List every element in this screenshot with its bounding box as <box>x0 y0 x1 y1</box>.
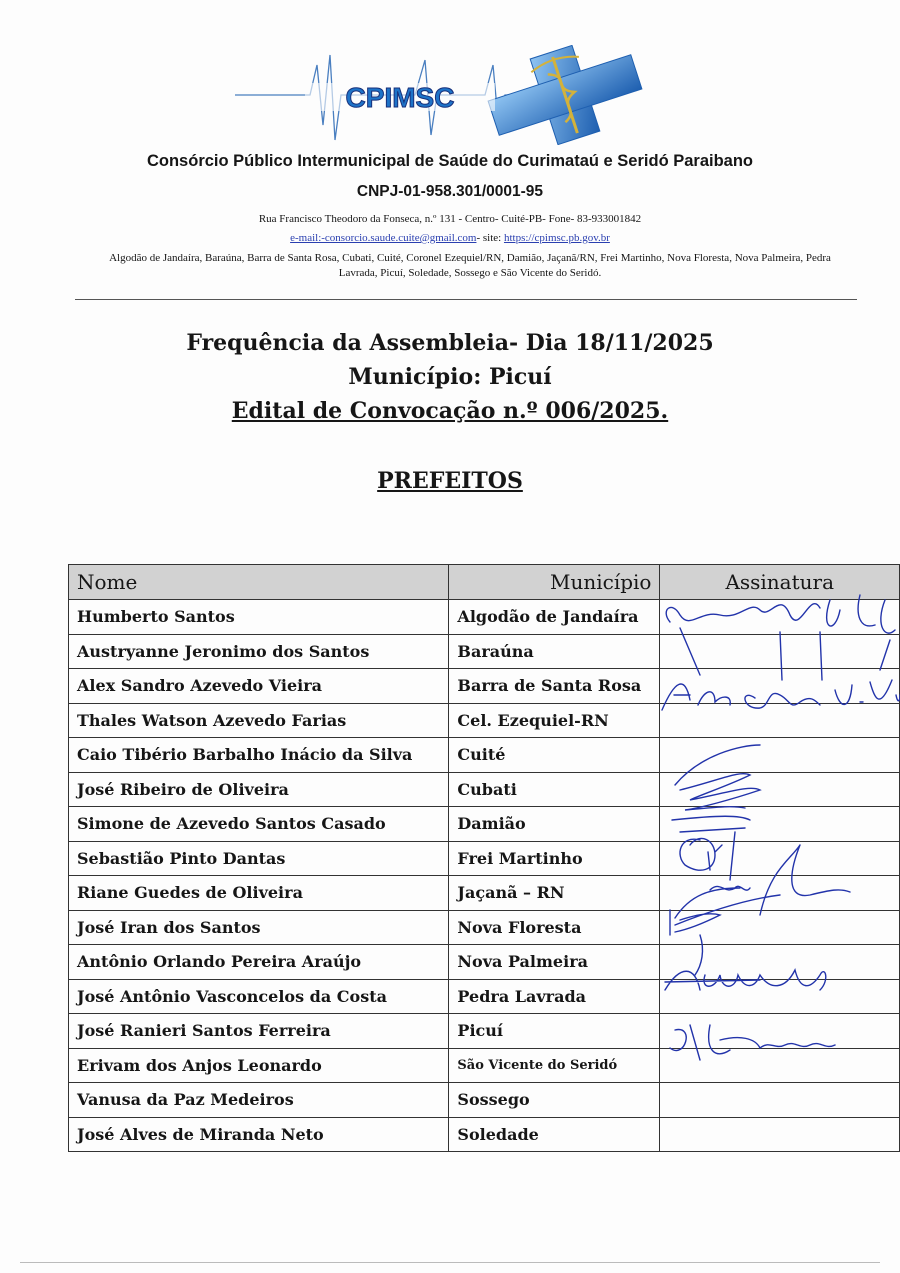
table-row <box>69 841 900 876</box>
table-row <box>69 772 900 807</box>
municipality-name: Picuí <box>449 1014 660 1049</box>
mayor-name: José Ranieri Santos Ferreira <box>69 1014 449 1049</box>
municipality-name: Baraúna <box>449 634 660 669</box>
header-municipality: Município <box>449 565 660 600</box>
organization-address: Rua Francisco Theodoro da Fonseca, n.º 131 - Centro- Cuité-PB- Fone- 83-933001842 <box>258 213 642 225</box>
member-municipalities: Algodão de Jandaíra, Baraúna, Barra de Santa Rosa, Cubati, Cuité, Coronel Ezequiel/RN, Damião, Jaçanã/RN, Frei Martinho, Nova Floresta, Nova Palmeira, Pedra Lavrada, Picuí, Soledade, Sossego e São Vicente do Seridó. <box>109 252 831 279</box>
table-header-row <box>69 565 900 600</box>
organization-cnpj: CNPJ-01-958.301/0001-95 <box>356 183 544 200</box>
table-row <box>69 945 900 980</box>
signature-cell <box>660 703 900 738</box>
municipality-name: Jaçanã – RN <box>449 876 660 911</box>
municipality-name: Pedra Lavrada <box>449 979 660 1014</box>
mayor-name: Thales Watson Azevedo Farias <box>69 703 449 738</box>
signature-cell <box>660 738 900 773</box>
table-row <box>69 807 900 842</box>
cpimsc-logo <box>235 45 715 145</box>
municipality-name: Damião <box>449 807 660 842</box>
page-bottom-line <box>20 1262 880 1263</box>
organization-name: Consórcio Público Intermunicipal de Saúde do Curimataú e Seridó Paraibano <box>146 152 754 170</box>
table-row <box>69 1083 900 1118</box>
header-divider <box>75 299 857 300</box>
mayor-name: Alex Sandro Azevedo Vieira <box>69 669 449 704</box>
document-edital: Edital de Convocação n.º 006/2025. <box>231 398 669 424</box>
mayor-name: José Ribeiro de Oliveira <box>69 772 449 807</box>
mayor-name: José Iran dos Santos <box>69 910 449 945</box>
signature-cell <box>660 1117 900 1152</box>
table-row <box>69 979 900 1014</box>
municipality-name: Nova Floresta <box>449 910 660 945</box>
signature-cell <box>660 669 900 704</box>
document-municipality: Município: Picuí <box>348 364 552 390</box>
municipality-name: Cuité <box>449 738 660 773</box>
attendance-table <box>68 564 900 1152</box>
mayor-name: Simone de Azevedo Santos Casado <box>69 807 449 842</box>
signature-cell <box>660 772 900 807</box>
signature-cell <box>660 807 900 842</box>
section-title: PREFEITOS <box>377 468 523 494</box>
municipality-name: São Vicente do Seridó <box>449 1048 660 1083</box>
table-row <box>69 634 900 669</box>
municipality-name: Barra de Santa Rosa <box>449 669 660 704</box>
municipality-name: Cubati <box>449 772 660 807</box>
table-row <box>69 600 900 635</box>
municipality-name: Algodão de Jandaíra <box>449 600 660 635</box>
table-row <box>69 876 900 911</box>
table-row <box>69 910 900 945</box>
site-link[interactable]: https://cpimsc.pb.gov.br <box>503 232 610 244</box>
municipality-name: Soledade <box>449 1117 660 1152</box>
mayor-name: José Antônio Vasconcelos da Costa <box>69 979 449 1014</box>
municipality-name: Nova Palmeira <box>449 945 660 980</box>
signature-cell <box>660 1083 900 1118</box>
mayor-name: Vanusa da Paz Medeiros <box>69 1083 449 1118</box>
signature-cell <box>660 910 900 945</box>
municipality-name: Sossego <box>449 1083 660 1118</box>
mayor-name: Riane Guedes de Oliveira <box>69 876 449 911</box>
table-row <box>69 669 900 704</box>
signature-cell <box>660 979 900 1014</box>
table-row <box>69 738 900 773</box>
mayor-name: Erivam dos Anjos Leonardo <box>69 1048 449 1083</box>
signature-cell <box>660 634 900 669</box>
table-row <box>69 1048 900 1083</box>
mayor-name: Sebastião Pinto Dantas <box>69 841 449 876</box>
organization-contact <box>0 232 900 244</box>
signature-cell <box>660 876 900 911</box>
table-row <box>69 703 900 738</box>
mayor-name: José Alves de Miranda Neto <box>69 1117 449 1152</box>
signature-cell <box>660 1014 900 1049</box>
mayor-name: Humberto Santos <box>69 600 449 635</box>
header-signature: Assinatura <box>660 565 900 600</box>
document-title: Frequência da Assembleia- Dia 18/11/2025 <box>186 330 714 356</box>
mayor-name: Austryanne Jeronimo dos Santos <box>69 634 449 669</box>
email-link[interactable]: e-mail:-consorcio.saude.cuite@gmail.com <box>290 232 477 244</box>
signature-cell <box>660 945 900 980</box>
signature-cell <box>660 841 900 876</box>
mayor-name: Antônio Orlando Pereira Araújo <box>69 945 449 980</box>
table-row <box>69 1014 900 1049</box>
logo-text: CPIMSC <box>345 82 455 113</box>
signature-cell <box>660 600 900 635</box>
site-prefix: - site: <box>476 232 504 244</box>
table-row <box>69 1117 900 1152</box>
mayor-name: Caio Tibério Barbalho Inácio da Silva <box>69 738 449 773</box>
municipality-name: Frei Martinho <box>449 841 660 876</box>
signature-cell <box>660 1048 900 1083</box>
header-name: Nome <box>69 565 449 600</box>
municipality-name: Cel. Ezequiel-RN <box>449 703 660 738</box>
